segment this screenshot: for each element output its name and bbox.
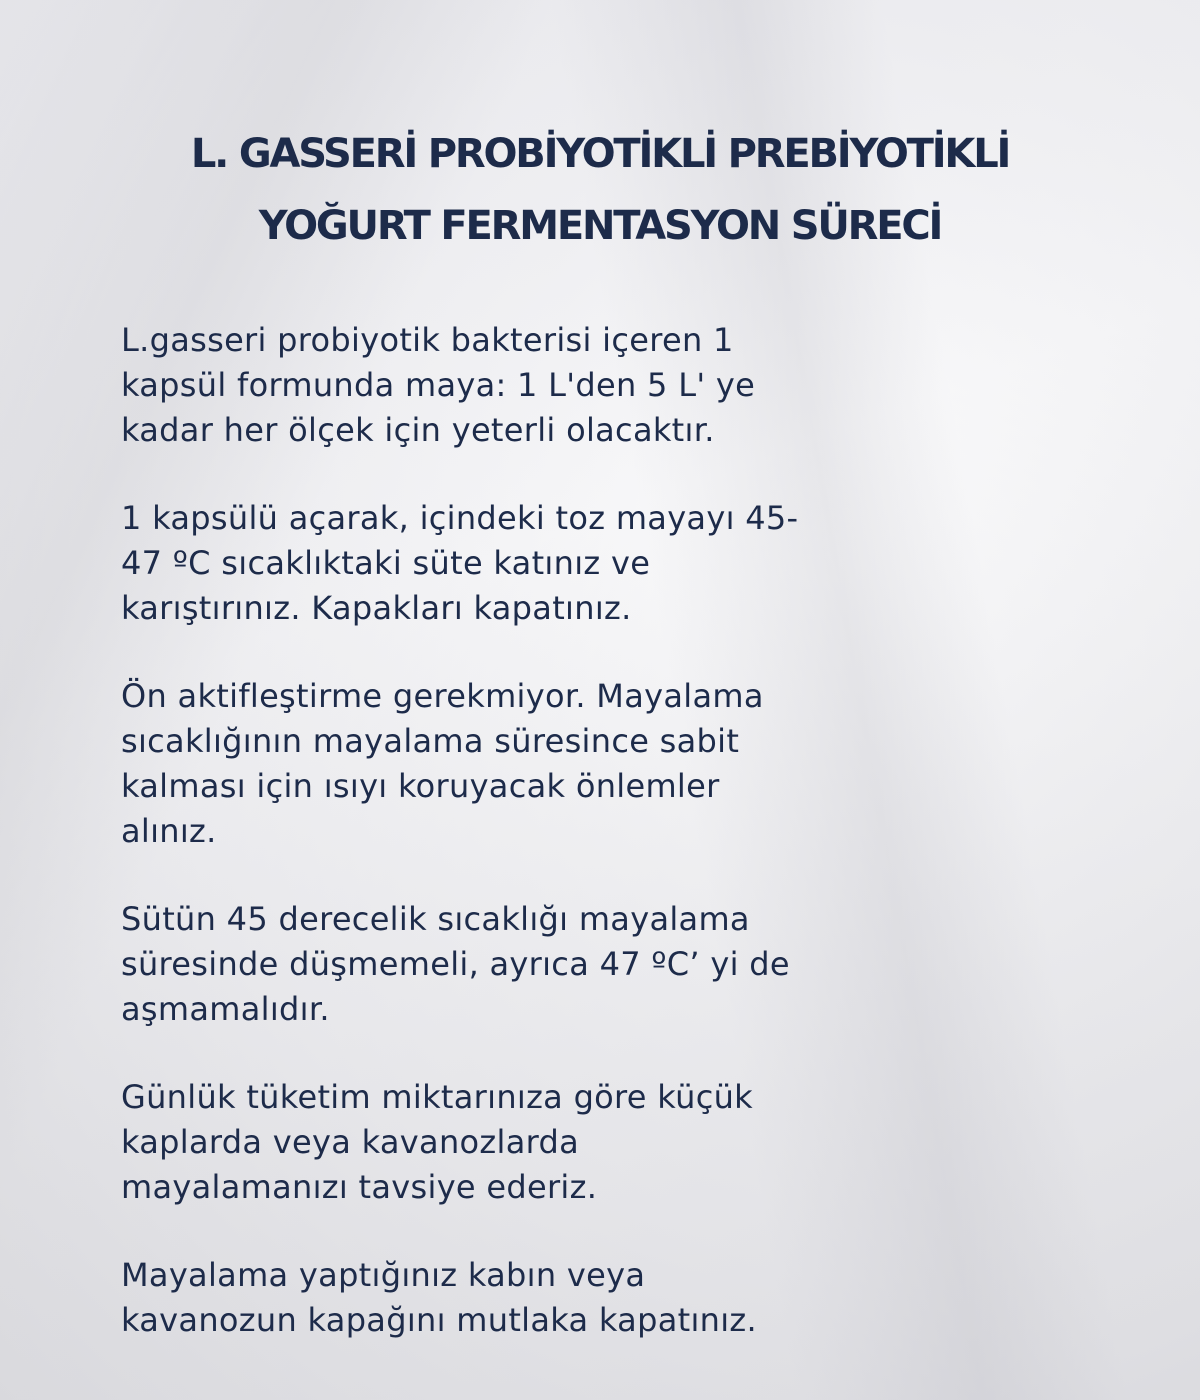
text-line: kaplarda veya kavanozlarda (121, 1123, 580, 1161)
text-line: 47 ºC sıcaklıktaki süte katınız ve (121, 544, 651, 582)
text-line: alınız. (121, 812, 217, 850)
paragraph-open-capsule (121, 496, 921, 631)
paragraph-temperature (121, 897, 921, 1032)
text-line: süresinde düşmemeli, ayrıca 47 ºC’ yi de (121, 945, 790, 983)
paragraph-yeast-capsule (121, 318, 921, 453)
text-line: Günlük tüketim miktarınıza göre küçük (121, 1078, 754, 1116)
text-line: kapsül formunda maya: 1 L'den 5 L' ye (121, 366, 756, 404)
text-line: 1 kapsülü açarak, içindeki toz mayayı 45- (121, 499, 799, 537)
paragraph-close-lid (121, 1253, 921, 1343)
text-line: Sütün 45 derecelik sıcaklığı mayalama (121, 900, 750, 938)
paragraph-no-preactivation (121, 674, 921, 854)
instructions-body (121, 318, 921, 1386)
text-line: sıcaklığının mayalama süresince sabit (121, 722, 740, 760)
text-line: karıştırınız. Kapakları kapatınız. (121, 589, 632, 627)
title-line-2: YOĞURT FERMENTASYON SÜRECİ (258, 203, 942, 249)
text-line: aşmamalıdır. (121, 990, 330, 1028)
text-line: kalması için ısıyı koruyacak önlemler (121, 767, 720, 805)
document-title (0, 118, 1200, 262)
text-line: mayalamanızı tavsiye ederiz. (121, 1168, 598, 1206)
text-line: Mayalama yaptığınız kabın veya (121, 1256, 646, 1294)
text-line: kadar her ölçek için yeterli olacaktır. (121, 411, 715, 449)
title-line-1: L. GASSERİ PROBİYOTİKLİ PREBİYOTİKLİ (190, 131, 1010, 177)
text-line: kavanozun kapağını mutlaka kapatınız. (121, 1301, 757, 1339)
text-line: L.gasseri probiyotik bakterisi içeren 1 (121, 321, 734, 359)
text-line: Ön aktifleştirme gerekmiyor. Mayalama (121, 677, 764, 715)
paragraph-small-jars (121, 1075, 921, 1210)
